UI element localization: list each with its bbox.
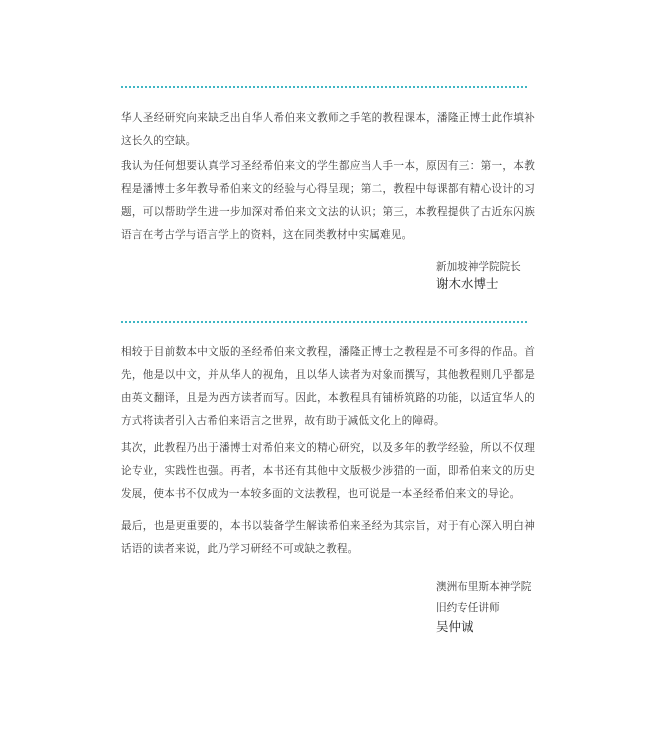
endorsement-2-title: 旧约专任讲师 <box>436 602 500 614</box>
endorsement-1-paragraph-1: 华人圣经研究向来缺乏出自华人希伯来文教师之手笔的教程课本，潘隆正博士此作填补这长久的空缺。 <box>121 112 535 147</box>
endorsement-1-signer-name: 谢木水博士 <box>436 276 499 291</box>
top-divider <box>121 86 527 88</box>
endorsement-1-affiliation: 新加坡神学院院长 <box>436 261 521 273</box>
endorsement-1-paragraph-2: 我认为任何想要认真学习圣经希伯来文的学生都应当人手一本，原因有三：第一，本教程是潘博士多年教导希伯来文的经验与心得呈现；第二，教程中每课都有精心设计的习题，可以帮助学生进一步加深对希伯来文文法的认识；第三，本教程提供了古近东闪族语言在考古学与语言学上的资料，这在同类教材中实属难见。 <box>121 160 535 241</box>
endorsement-2-signer-name: 吴仲诚 <box>436 619 474 634</box>
endorsement-2-paragraph-3: 最后，也是更重要的，本书以装备学生解读希伯来圣经为其宗旨，对于有心深入明白神话语的读者来说，此乃学习研经不可或缺之教程。 <box>121 520 535 555</box>
middle-divider <box>121 321 527 323</box>
endorsement-2-paragraph-2: 其次，此教程乃出于潘博士对希伯来文的精心研究，以及多年的教学经验，所以不仅理论专业，实践性也强。再者，本书还有其他中文版极少涉猎的一面，即希伯来文的历史发展，使本书不仅成为一本较多面的文法教程，也可说是一本圣经希伯来文的导论。 <box>121 442 535 500</box>
endorsement-2-affiliation: 澳洲布里斯本神学院 <box>436 581 532 593</box>
endorsement-2-paragraph-1: 相较于目前数本中文版的圣经希伯来文教程，潘隆正博士之教程是不可多得的作品。首先，他是以中文，并从华人的视角，且以华人读者为对象而撰写，其他教程则几乎都是由英文翻译，且是为西方读者而写。因此，本教程具有铺桥筑路的功能，以适宜华人的方式将读者引入古希伯来语言之世界，故有助于减低文化上的障碍。 <box>121 346 535 427</box>
